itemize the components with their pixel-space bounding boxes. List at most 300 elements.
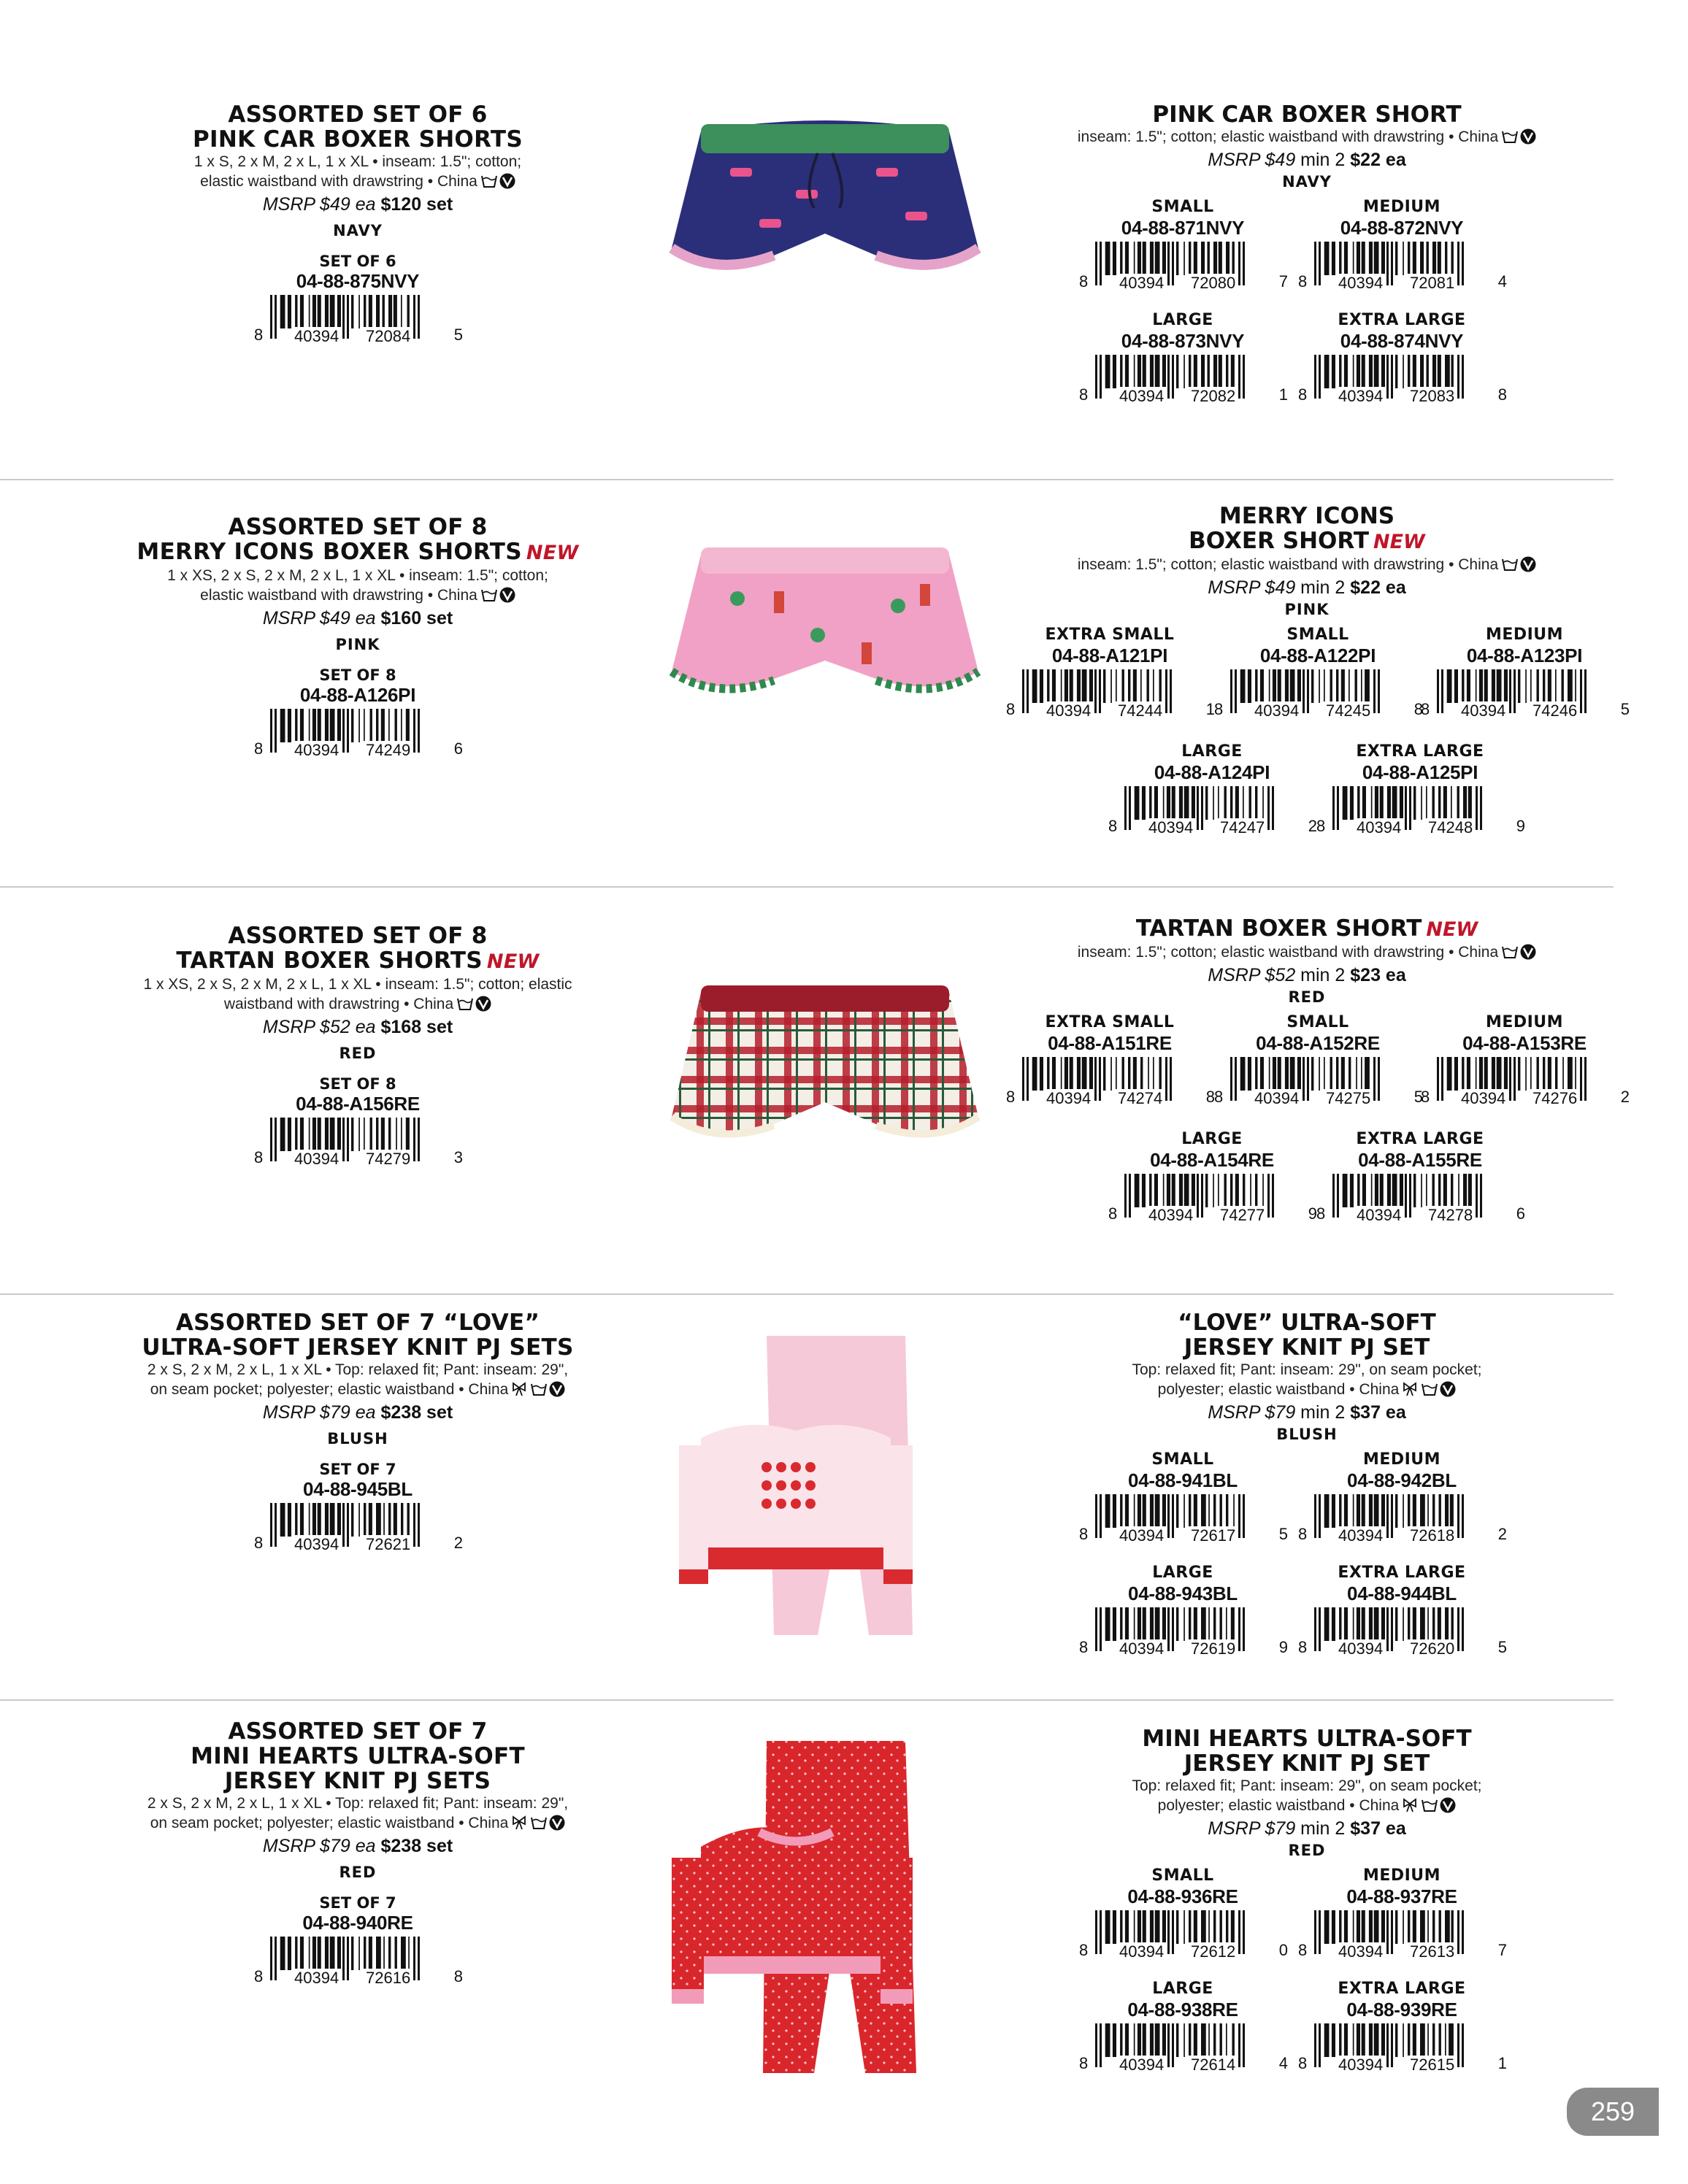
size-sku: 04-88-874NVY (1340, 330, 1464, 352)
wash-icon (530, 1815, 546, 1831)
size-sku: 04-88-A151RE (1048, 1032, 1172, 1054)
assorted-set-block (110, 102, 606, 347)
title-line: “LOVE” ULTRA-SOFT (1178, 1310, 1436, 1336)
size-sku: 04-88-A123PI (1466, 645, 1583, 666)
barcode-right-digits: 72082 (1189, 387, 1238, 406)
barcode-check-digit: 9 (1278, 1638, 1288, 1656)
barcode (1298, 242, 1507, 292)
size-sku: 04-88-A125PI (1362, 761, 1478, 783)
size-variant (1285, 1980, 1519, 2075)
individual-item-block (1022, 1310, 1592, 1658)
item-price (1022, 1817, 1592, 1840)
barcode-lead-digit: 8 (1298, 1638, 1308, 1656)
size-variant (993, 626, 1227, 721)
size-sku: 04-88-A155RE (1358, 1149, 1482, 1171)
size-variant (1408, 626, 1641, 721)
barcode (1298, 1607, 1507, 1658)
barcode-lead-digit: 8 (1298, 1941, 1308, 1959)
barcode-check-digit: 5 (1497, 1638, 1507, 1656)
barcode-lead-digit: 8 (1214, 1088, 1224, 1106)
size-label: LARGE (1181, 742, 1243, 761)
barcode-left-digits: 40394 (292, 741, 341, 760)
barcode-lead-digit: 8 (1421, 1088, 1430, 1106)
specs-line: Top: relaxed fit; Pant: inseam: 29", on seam pocket; (1132, 1361, 1482, 1378)
barcode-check-digit: 4 (1497, 272, 1507, 291)
barcode-check-digit: 3 (453, 1148, 463, 1166)
item-price (1022, 964, 1592, 987)
barcode-left-digits: 40394 (1146, 818, 1195, 837)
barcode (1108, 1174, 1317, 1224)
size-label: EXTRA LARGE (1356, 1130, 1484, 1148)
barcode-right-digits: 72614 (1189, 2056, 1238, 2075)
barcode-right-digits: 74248 (1426, 818, 1475, 837)
barcode (1298, 355, 1507, 405)
color-label: NAVY (1282, 173, 1332, 191)
title-line: JERSEY KNIT PJ SETS (224, 1768, 491, 1794)
title-line: ASSORTED SET OF 8 (228, 923, 488, 949)
size-label: LARGE (1152, 311, 1213, 329)
barcode (1108, 786, 1317, 837)
barcode-lead-digit: 8 (254, 739, 264, 758)
unit-price: $22 ea (1350, 577, 1406, 598)
barcode-lead-digit: 8 (1006, 700, 1016, 718)
barcode (1298, 1494, 1507, 1545)
assorted-set-block (110, 1310, 606, 1555)
specs-line: 1 x S, 2 x M, 2 x L, 1 x XL • inseam: 1.5"; cotton; (193, 153, 522, 170)
product-specs (110, 566, 606, 605)
barcode (1214, 1057, 1423, 1107)
barcode-left-digits: 40394 (1336, 1639, 1385, 1658)
barcode-left-digits: 40394 (1117, 1942, 1166, 1961)
size-variant (1066, 1866, 1300, 1962)
barcode (254, 1937, 463, 1987)
set-label: SET OF 6 (319, 253, 396, 270)
title-line: MERRY ICONS (1219, 503, 1395, 529)
wash-icon (1421, 1797, 1437, 1813)
barcode-left-digits: 40394 (1117, 1526, 1166, 1545)
barcode-left-digits: 40394 (1252, 701, 1301, 720)
barcode (1079, 355, 1288, 405)
barcode-lead-digit: 8 (1421, 700, 1430, 718)
barcode-lead-digit: 8 (1079, 385, 1089, 404)
barcode-lead-digit: 8 (1108, 1204, 1118, 1223)
barcode-left-digits: 40394 (1252, 1089, 1301, 1108)
size-sku: 04-88-938RE (1127, 1999, 1238, 2020)
care-icons (1501, 128, 1536, 145)
size-sku: 04-88-936RE (1127, 1885, 1238, 1907)
item-title (1022, 916, 1592, 942)
item-title (1022, 504, 1592, 555)
size-sku: 04-88-939RE (1346, 1999, 1457, 2020)
barcode (254, 295, 463, 345)
barcode-right-digits: 72613 (1408, 1942, 1457, 1961)
msrp-text: MSRP $79 (1208, 1818, 1301, 1839)
title-line: MERRY ICONS BOXER SHORTS NEW (137, 539, 579, 565)
set-sku: 04-88-945BL (303, 1478, 413, 1500)
barcode-check-digit: 8 (1497, 385, 1507, 404)
barcode-lead-digit: 8 (1298, 2054, 1308, 2072)
item-price (1022, 576, 1592, 599)
set-sku: 04-88-875NVY (296, 270, 420, 292)
size-variant (1285, 198, 1519, 293)
title-line: TARTAN BOXER SHORTS NEW (176, 947, 540, 974)
vegan-icon (499, 587, 515, 603)
new-badge: NEW (1426, 918, 1478, 941)
size-label: EXTRA LARGE (1338, 311, 1466, 329)
vegan-icon (1440, 1381, 1456, 1397)
individual-item-block (1006, 503, 1630, 837)
barcode-lead-digit: 8 (254, 1148, 264, 1166)
barcode-right-digits: 72616 (364, 1969, 413, 1988)
barcode-left-digits: 40394 (1117, 1639, 1166, 1658)
size-label: MEDIUM (1362, 198, 1441, 216)
barcode-left-digits: 40394 (292, 1969, 341, 1988)
barcode (254, 1503, 463, 1553)
barcode-lead-digit: 8 (1079, 1525, 1089, 1543)
barcode (1079, 1910, 1288, 1961)
color-label: BLUSH (1276, 1426, 1338, 1443)
color-label: PINK (335, 636, 380, 653)
size-sku: 04-88-942BL (1347, 1469, 1457, 1491)
product-specs (110, 152, 606, 191)
barcode-right-digits: 72615 (1408, 2056, 1457, 2075)
assorted-set-block (110, 515, 606, 761)
specs-line: 2 x S, 2 x M, 2 x L, 1 x XL • Top: relaxed fit; Pant: inseam: 29", (147, 1361, 569, 1378)
size-label: EXTRA LARGE (1356, 742, 1484, 761)
unit-price: $22 ea (1350, 150, 1406, 170)
msrp-text: MSRP $79 (1208, 1402, 1301, 1423)
care-icons (511, 1381, 565, 1397)
title-line: ASSORTED SET OF 7 (228, 1718, 488, 1745)
color-label: PINK (1284, 601, 1330, 618)
size-variant (1095, 1130, 1329, 1226)
title-line: PINK CAR BOXER SHORT (1152, 101, 1462, 128)
msrp-text: MSRP $52 (1208, 965, 1301, 985)
care-icons (1501, 944, 1536, 960)
title-line: MINI HEARTS ULTRA-SOFT (191, 1743, 525, 1769)
barcode-left-digits: 40394 (1336, 274, 1385, 293)
barcode-right-digits: 72083 (1408, 387, 1457, 406)
min-qty: min 2 (1300, 1818, 1351, 1839)
assorted-price (110, 193, 606, 216)
size-sku: 04-88-872NVY (1340, 217, 1464, 239)
wash-icon (456, 996, 472, 1012)
size-label: LARGE (1152, 1980, 1213, 1998)
vegan-icon (1520, 128, 1536, 145)
barcode-check-digit: 0 (1278, 1941, 1288, 1959)
barcode-right-digits: 74245 (1324, 701, 1373, 720)
section-divider (0, 1699, 1614, 1701)
size-label: SMALL (1151, 1866, 1214, 1885)
set-price: $160 set (380, 608, 453, 628)
specs-line: Top: relaxed fit; Pant: inseam: 29", on seam pocket; (1132, 1777, 1482, 1794)
new-badge: NEW (526, 542, 579, 564)
section-divider (0, 479, 1614, 480)
size-label: EXTRA SMALL (1045, 626, 1175, 644)
barcode-check-digit: 6 (1516, 1204, 1525, 1223)
size-sku: 04-88-A152RE (1256, 1032, 1380, 1054)
care-icons (1501, 556, 1536, 572)
min-qty: min 2 (1300, 1402, 1351, 1423)
set-price: $238 set (380, 1402, 453, 1423)
barcode-lead-digit: 8 (1214, 700, 1224, 718)
size-variant (1408, 1013, 1641, 1109)
min-qty: min 2 (1300, 150, 1351, 170)
size-variant (1066, 198, 1300, 293)
barcode-left-digits: 40394 (1459, 1089, 1508, 1108)
assorted-set-block (110, 923, 606, 1169)
size-variant (1303, 742, 1537, 838)
barcode (1316, 1174, 1525, 1224)
size-sku: 04-88-873NVY (1121, 330, 1245, 352)
vegan-icon (549, 1815, 565, 1831)
item-price (1022, 1401, 1592, 1424)
barcode-left-digits: 40394 (1146, 1206, 1195, 1225)
product-specs (1022, 942, 1592, 962)
bow-icon (1402, 1381, 1418, 1397)
barcode-check-digit: 7 (1497, 1941, 1507, 1959)
title-line: ULTRA-SOFT JERSEY KNIT PJ SETS (142, 1334, 574, 1361)
barcode-check-digit: 8 (1205, 1088, 1215, 1106)
size-label: SMALL (1151, 1450, 1214, 1469)
size-sku: 04-88-941BL (1128, 1469, 1238, 1491)
msrp-text: MSRP $52 ea (262, 1017, 381, 1037)
size-label: MEDIUM (1362, 1450, 1441, 1469)
size-variant (1095, 742, 1329, 838)
individual-item-block (1006, 915, 1630, 1224)
barcode-left-digits: 40394 (1117, 274, 1166, 293)
size-variant (1066, 1450, 1300, 1546)
new-badge: NEW (486, 950, 540, 973)
size-label: EXTRA LARGE (1338, 1564, 1466, 1582)
individual-item-block (1022, 1726, 1592, 2074)
barcode (1421, 669, 1630, 720)
barcode (1214, 669, 1423, 720)
barcode-check-digit: 9 (1516, 817, 1525, 835)
size-variant (1285, 1866, 1519, 1962)
specs-line: 1 x XS, 2 x S, 2 x M, 2 x L, 1 x XL • inseam: 1.5"; cotton; elastic (143, 976, 572, 993)
size-label: LARGE (1181, 1130, 1243, 1148)
assorted-set-title (110, 1310, 606, 1360)
size-label: SMALL (1151, 198, 1214, 216)
love-pj-set-image (672, 1329, 949, 1650)
set-sku: 04-88-A156RE (296, 1093, 420, 1115)
size-variant (1285, 1450, 1519, 1546)
assorted-set-title (110, 515, 606, 566)
barcode (1006, 669, 1215, 720)
title-line: ASSORTED SET OF 8 (228, 514, 488, 540)
vegan-icon (549, 1381, 565, 1397)
specs-line: elastic waistband with drawstring • China (200, 173, 477, 190)
bow-icon (1402, 1797, 1418, 1813)
set-sku: 04-88-940RE (302, 1912, 413, 1934)
vegan-icon (475, 996, 491, 1012)
msrp-text: MSRP $49 ea (262, 194, 381, 215)
size-variant (993, 1013, 1227, 1109)
set-label: SET OF 8 (319, 666, 396, 684)
barcode-right-digits: 74277 (1218, 1206, 1267, 1225)
specs-line: on seam pocket; polyester; elastic waistband • China (150, 1815, 509, 1831)
specs-line: inseam: 1.5"; cotton; elastic waistband with drawstring • China (1077, 128, 1499, 145)
barcode (1079, 2023, 1288, 2074)
care-icons (1402, 1797, 1456, 1813)
barcode-check-digit: 2 (1497, 1525, 1507, 1543)
size-label: SMALL (1286, 626, 1349, 644)
barcode-check-digit: 8 (453, 1967, 463, 1985)
barcode-left-digits: 40394 (1354, 1206, 1403, 1225)
msrp-text: MSRP $49 (1208, 577, 1301, 598)
barcode (1006, 1057, 1215, 1107)
product-specs (110, 1360, 606, 1399)
size-sku: 04-88-A153RE (1462, 1032, 1587, 1054)
size-variant (1201, 1013, 1435, 1109)
size-variant (1066, 1980, 1300, 2075)
care-icons (480, 173, 515, 189)
title-line: TARTAN BOXER SHORT NEW (1135, 915, 1478, 942)
barcode-lead-digit: 8 (1079, 1941, 1089, 1959)
size-sku: 04-88-A122PI (1259, 645, 1376, 666)
barcode-right-digits: 74276 (1530, 1089, 1579, 1108)
barcode-left-digits: 40394 (1336, 1942, 1385, 1961)
barcode-lead-digit: 8 (1079, 272, 1089, 291)
wash-icon (1501, 128, 1517, 145)
barcode (1316, 786, 1525, 837)
barcode-lead-digit: 8 (1316, 1204, 1326, 1223)
size-sku: 04-88-937RE (1346, 1885, 1457, 1907)
assorted-set-title (110, 923, 606, 974)
assorted-set-title (110, 102, 606, 152)
vegan-icon (1440, 1797, 1456, 1813)
barcode-check-digit: 5 (1413, 1088, 1423, 1106)
barcode-check-digit: 1 (1497, 2054, 1507, 2072)
barcode-left-digits: 40394 (1117, 387, 1166, 406)
barcode (254, 709, 463, 759)
unit-price: $37 ea (1350, 1402, 1406, 1423)
size-label: MEDIUM (1485, 1013, 1564, 1031)
barcode (1298, 1910, 1507, 1961)
msrp-text: MSRP $79 ea (262, 1836, 381, 1856)
size-label: EXTRA SMALL (1045, 1013, 1175, 1031)
care-icons (1402, 1381, 1456, 1397)
barcode (1079, 1494, 1288, 1545)
care-icons (511, 1815, 565, 1831)
page-number: 259 (1567, 2088, 1659, 2136)
assorted-price (110, 607, 606, 630)
color-label: NAVY (333, 222, 383, 239)
size-label: SMALL (1286, 1013, 1349, 1031)
assorted-set-title (110, 1719, 606, 1793)
tartan-boxer-shorts-image (657, 949, 993, 1168)
barcode-left-digits: 40394 (1044, 701, 1093, 720)
barcode-check-digit: 5 (1620, 700, 1630, 718)
barcode (1079, 1607, 1288, 1658)
msrp-text: MSRP $49 (1208, 150, 1301, 170)
barcode-left-digits: 40394 (1336, 387, 1385, 406)
wash-icon (530, 1381, 546, 1397)
product-specs (1022, 1360, 1592, 1399)
barcode-check-digit: 7 (1278, 272, 1288, 291)
wash-icon (1501, 556, 1517, 572)
barcode-check-digit: 9 (1308, 1204, 1317, 1223)
individual-item-block (1022, 101, 1592, 405)
color-label: RED (1288, 988, 1326, 1006)
pink-car-boxer-shorts-image (657, 80, 993, 299)
barcode-right-digits: 72084 (364, 327, 413, 346)
barcode-right-digits: 72621 (364, 1535, 413, 1554)
barcode (1298, 2023, 1507, 2074)
barcode-left-digits: 40394 (1459, 701, 1508, 720)
barcode-lead-digit: 8 (1298, 1525, 1308, 1543)
product-specs (1022, 127, 1592, 147)
barcode-left-digits: 40394 (292, 327, 341, 346)
size-label: MEDIUM (1485, 626, 1564, 644)
size-sku: 04-88-A121PI (1051, 645, 1168, 666)
specs-line: inseam: 1.5"; cotton; elastic waistband with drawstring • China (1077, 556, 1499, 573)
barcode-right-digits: 72612 (1189, 1942, 1238, 1961)
barcode-check-digit: 2 (1308, 817, 1317, 835)
barcode-right-digits: 72620 (1408, 1639, 1457, 1658)
vegan-icon (499, 173, 515, 189)
title-line: BOXER SHORT NEW (1189, 528, 1425, 554)
section-divider (0, 1293, 1614, 1295)
barcode-right-digits: 72617 (1189, 1526, 1238, 1545)
care-icons (456, 996, 491, 1012)
set-label: SET OF 8 (319, 1075, 396, 1093)
barcode-right-digits: 74249 (364, 741, 413, 760)
barcode-right-digits: 74275 (1324, 1089, 1373, 1108)
barcode-right-digits: 74274 (1116, 1089, 1165, 1108)
specs-line: polyester; elastic waistband • China (1157, 1381, 1400, 1398)
barcode-lead-digit: 8 (254, 326, 264, 344)
set-price: $168 set (380, 1017, 453, 1037)
barcode-lead-digit: 8 (254, 1534, 264, 1552)
barcode-right-digits: 72618 (1408, 1526, 1457, 1545)
item-title (1022, 1310, 1592, 1360)
barcode-left-digits: 40394 (1117, 2056, 1166, 2075)
section-divider (0, 886, 1614, 888)
size-label: LARGE (1152, 1564, 1213, 1582)
barcode-lead-digit: 8 (1079, 2054, 1089, 2072)
item-title (1022, 102, 1592, 127)
vegan-icon (1520, 944, 1536, 960)
size-variant (1066, 1564, 1300, 1659)
barcode-check-digit: 1 (1278, 385, 1288, 404)
title-line: JERSEY KNIT PJ SET (1183, 1750, 1430, 1777)
assorted-price (110, 1401, 606, 1424)
item-price (1022, 148, 1592, 172)
color-label: RED (339, 1864, 377, 1881)
size-variant (1303, 1130, 1537, 1226)
title-line: MINI HEARTS ULTRA-SOFT (1142, 1726, 1472, 1752)
barcode-right-digits: 74279 (364, 1150, 413, 1169)
wash-icon (1421, 1381, 1437, 1397)
color-label: RED (1288, 1842, 1326, 1859)
barcode-check-digit: 1 (1205, 700, 1215, 718)
barcode-right-digits: 74247 (1218, 818, 1267, 837)
bow-icon (511, 1815, 527, 1831)
specs-line: on seam pocket; polyester; elastic waistband • China (150, 1381, 509, 1398)
msrp-text: MSRP $49 ea (262, 608, 381, 628)
barcode-lead-digit: 8 (1298, 385, 1308, 404)
wash-icon (480, 587, 496, 603)
barcode-lead-digit: 8 (1298, 272, 1308, 291)
barcode-left-digits: 40394 (292, 1150, 341, 1169)
size-sku: 04-88-A154RE (1150, 1149, 1274, 1171)
specs-line: 1 x XS, 2 x S, 2 x M, 2 x L, 1 x XL • inseam: 1.5"; cotton; (167, 567, 548, 584)
set-price: $120 set (380, 194, 453, 215)
barcode-lead-digit: 8 (254, 1967, 264, 1985)
size-sku: 04-88-871NVY (1121, 217, 1245, 239)
